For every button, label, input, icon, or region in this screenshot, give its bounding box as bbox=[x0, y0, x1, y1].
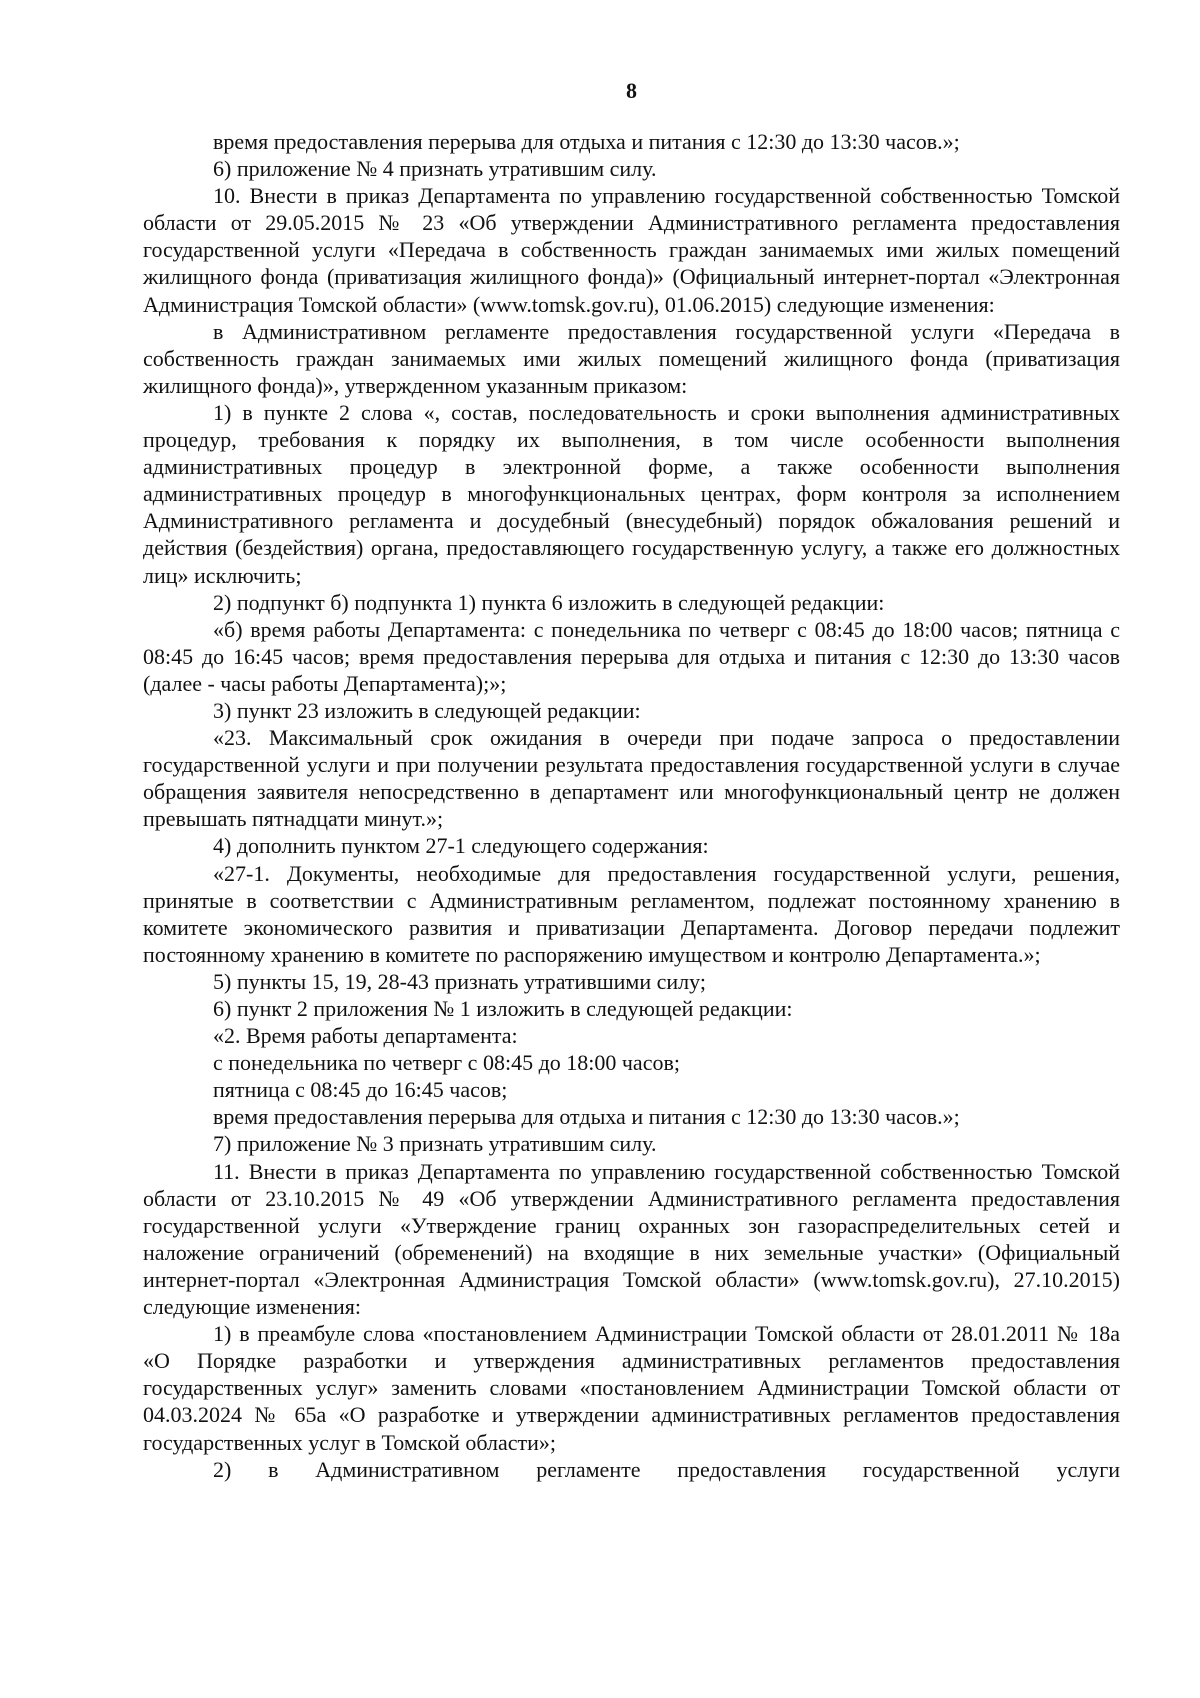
paragraph: в Административном регламенте предоставления государственной услуги «Передача в собственность граждан занимаемых ими жилых помещений жилищного фонда (приватизация жилищного фонда)», утвержденном указанным приказом: bbox=[143, 318, 1120, 398]
paragraph: «б) время работы Департамента: с понедельника по четверг с 08:45 до 18:00 часов; пятница с 08:45 до 16:45 часов; время предоставления перерыва для отдыха и питания с 12:30 до 13:30 часов (далее - часы работы Департамента);»; bbox=[143, 616, 1120, 696]
paragraph: 1) в пункте 2 слова «, состав, последовательность и сроки выполнения административных процедур, требования к порядку их выполнения, в том числе особенности выполнения административных процедур в электронной форме, а также особенности выполнения административных процедур в многофункциональных центрах, форм контроля за исполнением Административного регламента и досудебный (внесудебный) порядок обжалования решений и действия (бездействия) органа, предоставляющего государственную услугу, а также его должностных лиц» исключить; bbox=[143, 399, 1120, 588]
paragraph: 5) пункты 15, 19, 28-43 признать утратившими силу; bbox=[213, 968, 706, 994]
paragraph: «2. Время работы департамента: bbox=[213, 1023, 518, 1049]
paragraph: «23. Максимальный срок ожидания в очереди при подаче запроса о предоставлении государственной услуги и при получении результата предоставления государственной услуги в случае обращения заявителя непосредственно в департамент или многофункциональный центр не должен превышать пятнадцати минут.»; bbox=[143, 725, 1120, 832]
paragraph: пятница с 08:45 до 16:45 часов; bbox=[213, 1077, 508, 1103]
paragraph: 2) в Административном регламенте предоставления государственной услуги bbox=[213, 1456, 1120, 1482]
document-body bbox=[143, 128, 1120, 1483]
paragraph: 7) приложение № 3 признать утратившим силу. bbox=[213, 1131, 657, 1157]
page-number: 8 bbox=[626, 78, 637, 103]
paragraph: 3) пункт 23 изложить в следующей редакции: bbox=[213, 697, 641, 723]
paragraph: 1) в преамбуле слова «постановлением Администрации Томской области от 28.01.2011 № 18а «О Порядке разработки и утверждения административных регламентов предоставления государственных услуг» заменить словами «постановлением Администрации Томской области от 04.03.2024 № 65а «О разработке и утверждении административных регламентов предоставления государственных услуг в Томской области»; bbox=[143, 1321, 1120, 1455]
paragraph: время предоставления перерыва для отдыха и питания с 12:30 до 13:30 часов.»; bbox=[213, 1104, 960, 1130]
paragraph: 6) пункт 2 приложения № 1 изложить в следующей редакции: bbox=[213, 996, 793, 1021]
paragraph: 11. Внести в приказ Департамента по управлению государственной собственностью Томской области от 23.10.2015 № 49 «Об утверждении Административного регламента предоставления государственной услуги «Утверждение границ охранных зон газораспределительных сетей и наложение ограничений (обременений) на входящие в них земельные участки» (Официальный интернет-портал «Электронная Администрация Томской области» (www.tomsk.gov.ru), 27.10.2015) следующие изменения: bbox=[143, 1158, 1120, 1320]
paragraph: 6) приложение № 4 признать утратившим силу. bbox=[213, 156, 657, 182]
paragraph: время предоставления перерыва для отдыха и питания с 12:30 до 13:30 часов.»; bbox=[213, 129, 960, 154]
paragraph: «27-1. Документы, необходимые для предоставления государственной услуги, решения, принятые в соответствии с Административным регламентом, подлежат постоянному хранению в комитете экономического развития и приватизации Департамента. Договор передачи подлежит постоянному хранению в комитете по распоряжению имуществом и контролю Департамента.»; bbox=[143, 860, 1120, 967]
paragraph: 10. Внести в приказ Департамента по управлению государственной собственностью Томской области от 29.05.2015 № 23 «Об утверждении Административного регламента предоставления государственной услуги «Передача в собственность граждан занимаемых ими жилых помещений жилищного фонда (приватизация жилищного фонда)» (Официальный интернет-портал «Электронная Администрация Томской области» (www.tomsk.gov.ru), 01.06.2015) следующие изменения: bbox=[143, 183, 1120, 317]
paragraph: с понедельника по четверг с 08:45 до 18:00 часов; bbox=[213, 1050, 680, 1076]
paragraph: 4) дополнить пунктом 27-1 следующего содержания: bbox=[213, 833, 709, 859]
paragraph: 2) подпункт б) подпункта 1) пункта 6 изложить в следующей редакции: bbox=[213, 589, 885, 615]
